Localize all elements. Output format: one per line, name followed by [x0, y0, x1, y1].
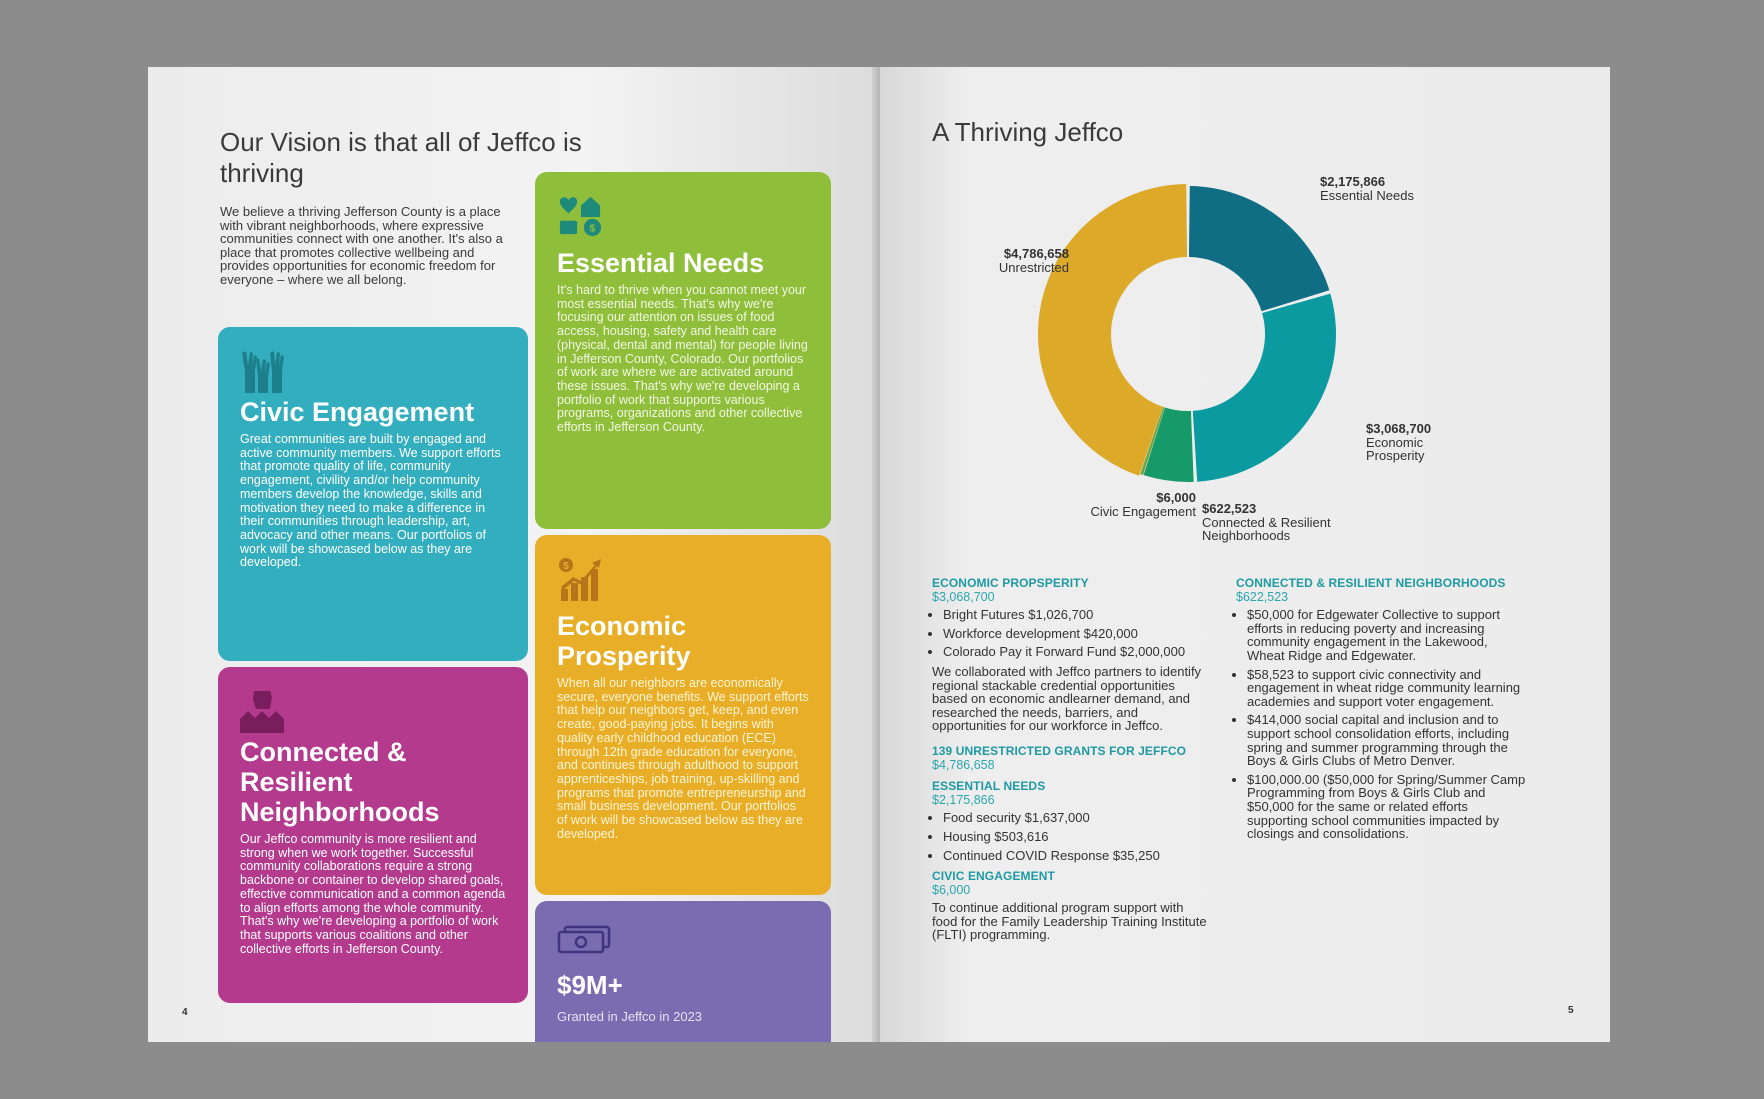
essential-heading: ESSENTIAL NEEDS — [932, 779, 1046, 794]
label-unrestricted — [980, 247, 1069, 274]
neighborhood-fist-icon — [240, 689, 286, 733]
vision-intro: We believe a thriving Jefferson County is a place with vibrant neighborhoods, where expressive communities connect with one another. It's also a place that promotes collective wellbeing and provides opportunities for economic freedom for everyone – where we all belong. — [220, 204, 503, 287]
label-unrestricted-name: Unrestricted — [998, 259, 1069, 275]
label-essential-needs — [1320, 175, 1414, 202]
label-economic-prosperity-value: $3,068,700 — [1366, 421, 1432, 436]
economic-amount: $3,068,700 — [932, 589, 995, 604]
economic-prosperity-card — [535, 535, 831, 895]
donut-slice-economic-prosperity — [1193, 294, 1336, 482]
svg-text:$: $ — [589, 222, 596, 235]
right-page — [880, 67, 1610, 1042]
donut-chart — [880, 67, 1610, 567]
label-civic-name: Civic Engagement — [1090, 503, 1196, 519]
list-item: • Colorado Pay it Forward Fund $2,000,000 — [943, 645, 1212, 659]
vision-title: Our Vision is that all of Jeffco is thriving — [220, 127, 582, 188]
connected-neighborhoods-body: Our Jeffco community is more resilient and strong when we work together. Successful community collaborations require a strong backbone or container to develop shared goals, effective communication and a common agenda to align efforts among the whole community. That's why we're developing a portfolio of work that supports various coalitions and other collective efforts in Jefferson County. — [240, 832, 506, 956]
details-left-column — [932, 577, 1212, 948]
label-connected-value: $622,523 — [1202, 501, 1257, 516]
connected-list — [1236, 608, 1526, 841]
label-civic-engagement — [1050, 491, 1196, 518]
economic-note: We collaborated with Jeffco partners to identify regional stackable credential opportunities based on economic andlearner demand, and researched the needs, barriers, and opportunities for our workforce in Jeffco. — [932, 663, 1202, 734]
economic-prosperity-title: Economic Prosperity — [557, 611, 691, 671]
essential-amount: $2,175,866 — [932, 792, 995, 807]
essentials-icon — [557, 194, 603, 238]
essential-needs-body: It's hard to thrive when you cannot meet your most essential needs. That's why we're focusing our attention on issues of food access, housing, safety and health care (physical, dental and mental) for people living in Jefferson County, Colorado. Our portfolios of work are where we are activated around these issues. That's why we're developing a portfolio of work that supports various programs, organizations and other collective efforts in Jefferson County. — [557, 283, 808, 435]
label-connected-neighborhoods — [1202, 502, 1352, 543]
civic-heading: CIVIC ENGAGEMENT — [932, 869, 1055, 884]
label-connected-name: Connected & Resilient Neighborhoods — [1202, 514, 1331, 543]
essential-list — [932, 811, 1212, 862]
label-unrestricted-value: $4,786,658 — [1003, 246, 1069, 261]
raised-hands-icon — [240, 349, 286, 393]
page-number-left: 4 — [182, 1007, 188, 1018]
total-granted-card — [535, 901, 831, 1042]
label-economic-prosperity — [1366, 422, 1456, 463]
economic-heading: ECONOMIC PROPSPERITY — [932, 576, 1089, 590]
economic-list — [932, 608, 1212, 659]
donut-slice-essential-needs — [1189, 186, 1329, 311]
essential-needs-title: Essential Needs — [557, 248, 765, 278]
connected-amount: $622,523 — [1236, 589, 1289, 604]
list-item: • Bright Futures $1,026,700 — [943, 608, 1212, 622]
total-granted-value: $9M+ — [557, 970, 623, 1000]
essential-needs-card — [535, 172, 831, 529]
growth-chart-icon — [557, 557, 603, 601]
details-right-column — [1236, 577, 1526, 847]
svg-text:$: $ — [563, 561, 569, 572]
list-item: • Food security $1,637,000 — [943, 811, 1212, 825]
list-item: • $414,000 social capital and inclusion and to support school consolidation efforts, including spring and summer programming through the Boys & Girls Clubs of Metro Denver. — [1247, 713, 1526, 767]
connected-heading: CONNECTED & RESILIENT NEIGHBORHOODS — [1236, 576, 1506, 590]
civic-note: To continue additional program support with food for the Family Leadership Training Institute (FLTI) programming. — [932, 900, 1207, 943]
civic-engagement-card — [218, 327, 528, 661]
civic-engagement-title: Civic Engagement — [240, 397, 475, 427]
label-essential-needs-value: $2,175,866 — [1320, 174, 1386, 189]
connected-neighborhoods-title: Connected & Resilient Neighborhoods — [240, 737, 440, 827]
list-item: • Continued COVID Response $35,250 — [943, 849, 1212, 863]
label-economic-prosperity-name: Economic Prosperity — [1366, 434, 1425, 463]
unrestricted-amount: $4,786,658 — [932, 757, 995, 772]
left-page — [148, 67, 880, 1042]
page-number-right: 5 — [1568, 1005, 1574, 1016]
chart-title: A Thriving Jeffco — [932, 117, 1124, 147]
economic-prosperity-body: When all our neighbors are economically secure, everyone benefits. We support efforts that help our neighbors get, keep, and even create, good-paying jobs. It begins with quality early childhood education (ECE) through 12th grade education for everyone, and continues through adulthood to support apprenticeships, job training, up-skilling and programs that promote entrepreneurship and small business development. Our portfolios of work will be showcased below as they are developed. — [557, 676, 809, 841]
connected-neighborhoods-card — [218, 667, 528, 1003]
label-essential-needs-name: Essential Needs — [1320, 187, 1414, 203]
cash-icon — [557, 925, 611, 955]
list-item: • Housing $503,616 — [943, 830, 1212, 844]
label-civic-value: $6,000 — [1156, 490, 1196, 505]
list-item: • $100,000.00 ($50,000 for Spring/Summer Camp Programming from Boys & Girls Club and $50,000 for the same or related efforts supporting school communities impacted by closings and consolidations. — [1247, 773, 1526, 841]
civic-engagement-body: Great communities are built by engaged and active community members. We support efforts that promote quality of life, community engagement, civility and/or help community members develop the knowledge, skills and motivation they need to make a difference in their communities through leadership, art, advocacy and other means. Our portfolios of work will be showcased below as they are developed. — [240, 432, 501, 570]
list-item: • $50,000 for Edgewater Collective to support efforts in reducing poverty and increasing community engagement in the Lakewood, Wheat Ridge and Edgewater. — [1247, 608, 1526, 662]
total-granted-caption: Granted in Jeffco in 2023 — [557, 1009, 703, 1024]
list-item: • Workforce development $420,000 — [943, 627, 1212, 641]
list-item: • $58,523 to support civic connectivity and engagement in wheat ridge community learning academies and support voter engagement. — [1247, 668, 1526, 709]
civic-amount: $6,000 — [932, 882, 971, 897]
unrestricted-heading: 139 UNRESTRICTED GRANTS FOR JEFFCO — [932, 743, 1187, 758]
